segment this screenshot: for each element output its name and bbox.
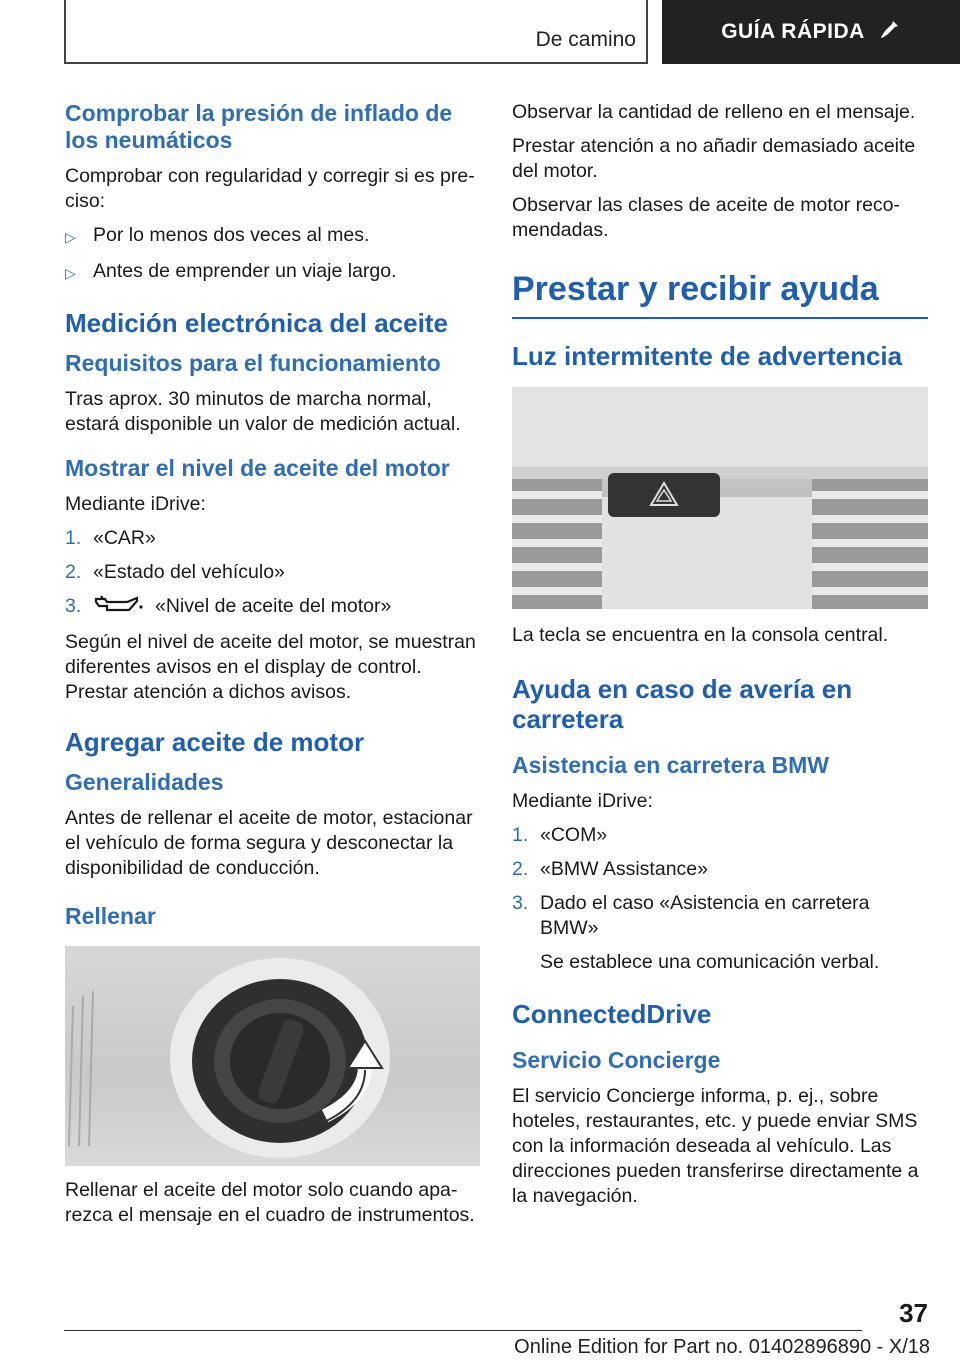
triangle-bullet-icon: ▷ [65, 265, 76, 281]
hazard-button-image [512, 387, 928, 609]
oil-types-text: Observar las clases de aceite de motor recomendadas. [512, 194, 901, 241]
oil-can-icon [93, 594, 145, 621]
fill-text: Rellenar el aceite del motor solo cuando aparezca el mensaje en el cuadro de instrumentos. [65, 1179, 475, 1226]
bmw-assistance-intro: Mediante iDrive: [512, 790, 653, 812]
tire-pressure-heading: Comprobar la presión de inflado de los neumáticos [65, 100, 453, 153]
right-column [512, 100, 928, 1218]
section-title: De camino [535, 28, 636, 51]
show-oil-level-heading: Mostrar el nivel de aceite del motor [65, 455, 450, 481]
fill-heading: Rellenar [65, 903, 156, 929]
tire-pressure-text: Comprobar con regularidad y corregir si es preciso: [65, 165, 475, 212]
triangle-bullet-icon: ▷ [65, 229, 76, 245]
connecteddrive-heading: ConnectedDrive [512, 999, 712, 1029]
general-heading: Generalidades [65, 769, 224, 795]
wrench-icon [879, 18, 901, 46]
concierge-heading: Servicio Concierge [512, 1047, 721, 1073]
oil-filler-cap-drawing [65, 946, 480, 1166]
list-item: ▷ Por lo menos dos veces al mes. [65, 223, 480, 250]
list-item: 2. «BMW Assistance» [512, 858, 708, 880]
general-text: Antes de rellenar el aceite de motor, estacionar el vehículo de forma segura y desconectar la disponibilidad de conducción. [65, 807, 473, 879]
list-item: 1. «CAR» [65, 527, 156, 549]
list-item: ▷ Antes de emprender un viaje largo. [65, 259, 480, 286]
page-number: 37 [899, 1298, 928, 1328]
hazard-light-heading: Luz intermitente de advertencia [512, 341, 903, 371]
bmw-assistance-heading: Asistencia en carretera BMW [512, 752, 830, 778]
add-oil-heading: Agregar aceite de motor [65, 727, 365, 757]
hazard-button-drawing [512, 387, 928, 609]
breakdown-heading: Ayuda en caso de avería en carretera [512, 674, 853, 734]
help-heading: Prestar y recibir ayuda [512, 269, 928, 319]
quick-guide-label: GUÍA RÁPIDA [721, 20, 865, 43]
quick-guide-tab[interactable] [662, 0, 960, 64]
oil-filler-cap-image [65, 946, 480, 1166]
concierge-text: El servicio Concierge informa, p. ej., sobre hoteles, restaurantes, etc. y puede enviar SMS con la información deseada al vehículo. Las direcciones pueden transferirse directamente a la navegación. [512, 1085, 919, 1207]
oil-measurement-heading: Medición electrónica del aceite [65, 308, 448, 338]
show-oil-text: Según el nivel de aceite del motor, se muestran diferentes avisos en el display de control. Prestar atención a dichos avisos. [65, 631, 476, 703]
overfill-warning-text: Prestar atención a no añadir demasiado aceite del motor. [512, 135, 916, 182]
list-item: 2. «Estado del vehículo» [65, 561, 285, 583]
list-item: 3. «Nivel de aceite del motor» [65, 594, 480, 621]
fill-quantity-text: Observar la cantidad de relleno en el mensaje. [512, 101, 916, 123]
header-section-box [64, 0, 648, 64]
footer-divider [64, 1330, 862, 1331]
hazard-light-text: La tecla se encuentra en la consola central. [512, 624, 889, 646]
list-item: 1. «COM» [512, 824, 608, 846]
left-column [65, 100, 480, 1237]
bmw-assistance-result: Se establece una comunicación verbal. [540, 951, 880, 973]
show-oil-intro: Mediante iDrive: [65, 493, 206, 515]
footer-edition: Online Edition for Part no. 01402896890 - X/18 [514, 1336, 930, 1358]
requirements-text: Tras aprox. 30 minutos de marcha normal, estará disponible un valor de medición actual. [65, 388, 461, 435]
list-item: 3. Dado el caso «Asistencia en carretera BMW» [512, 892, 870, 939]
requirements-heading: Requisitos para el funcionamiento [65, 350, 441, 376]
